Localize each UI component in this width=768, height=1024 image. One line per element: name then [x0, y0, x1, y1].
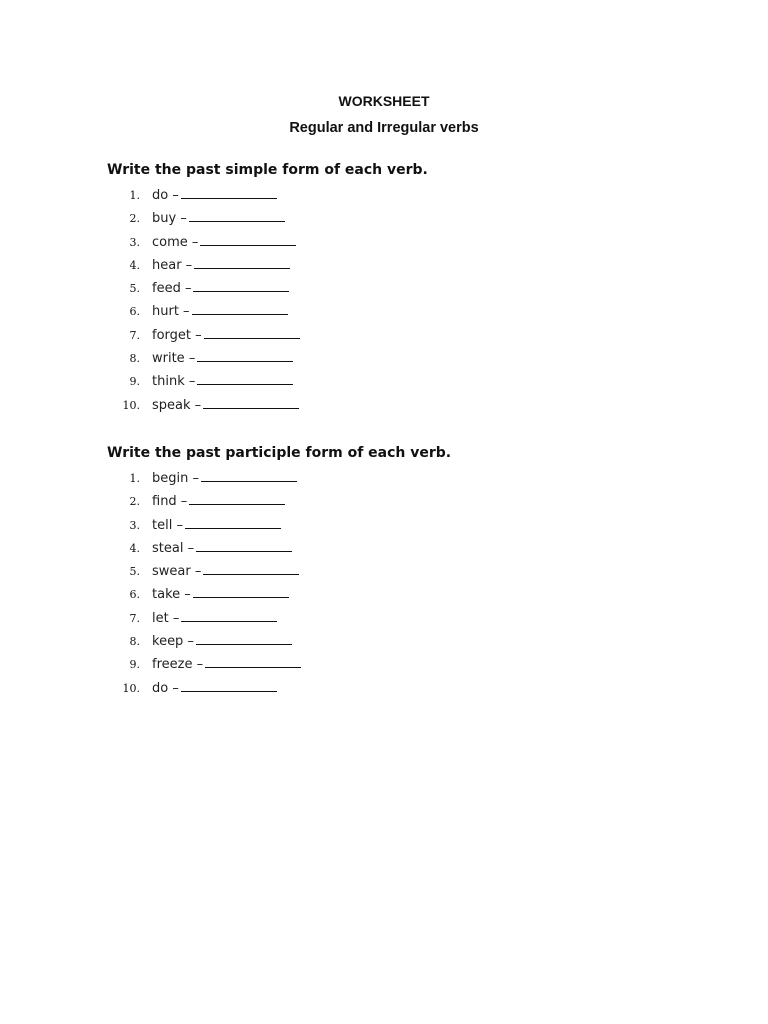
verb-text: do – — [152, 188, 179, 203]
item-number: 6. — [129, 588, 140, 602]
answer-blank[interactable] — [197, 371, 293, 385]
list-item — [0, 395, 768, 418]
verb-text: hurt – — [152, 304, 190, 320]
item-number: 3. — [129, 235, 140, 249]
list-item — [0, 301, 768, 324]
verb-text: do – — [152, 680, 179, 696]
verb-text: steal – — [152, 540, 195, 556]
verb-text: think – — [152, 374, 196, 390]
answer-blank[interactable] — [189, 208, 285, 222]
list-item — [0, 232, 768, 255]
answer-blank[interactable] — [181, 678, 277, 692]
item-number: 1. — [129, 472, 140, 485]
answer-blank[interactable] — [200, 232, 296, 246]
answer-blank[interactable] — [196, 538, 292, 552]
verb-text: tell – — [152, 517, 183, 533]
answer-blank[interactable] — [203, 395, 299, 409]
answer-blank[interactable] — [203, 561, 299, 575]
item-number: 1. — [129, 189, 140, 202]
verb-text: keep – — [152, 634, 194, 650]
answer-blank[interactable] — [181, 185, 277, 199]
item-number: 8. — [129, 352, 140, 366]
section-2-instruction: Write the past participle form of each verb. — [107, 445, 452, 461]
item-number: 6. — [129, 305, 140, 319]
list-item — [0, 208, 768, 231]
verb-text: buy – — [152, 211, 187, 227]
list-item — [0, 584, 768, 607]
answer-blank[interactable] — [201, 468, 297, 482]
verb-text: feed – — [152, 281, 192, 297]
answer-blank[interactable] — [189, 491, 285, 505]
list-item — [0, 185, 768, 208]
item-number: 10. — [122, 398, 140, 412]
answer-blank[interactable] — [192, 301, 288, 315]
page-subtitle: Regular and Irregular verbs — [289, 120, 479, 136]
list-item — [0, 278, 768, 301]
list-item — [0, 255, 768, 278]
verb-text: let – — [152, 610, 180, 626]
verb-text: come – — [152, 234, 199, 250]
answer-blank[interactable] — [193, 584, 289, 598]
list-item — [0, 654, 768, 677]
verb-text: speak – — [152, 397, 202, 413]
item-number: 5. — [129, 565, 140, 579]
list-item — [0, 491, 768, 514]
list-item — [0, 538, 768, 561]
answer-blank[interactable] — [193, 278, 289, 292]
item-number: 7. — [129, 328, 140, 342]
list-item — [0, 631, 768, 654]
answer-blank[interactable] — [185, 515, 281, 529]
item-number: 5. — [129, 282, 140, 296]
list-item — [0, 371, 768, 394]
verb-text: find – — [152, 494, 188, 510]
verb-text: freeze – — [152, 657, 204, 673]
list-item — [0, 515, 768, 538]
item-number: 10. — [122, 681, 140, 695]
verb-text: take – — [152, 587, 191, 603]
list-item — [0, 608, 768, 631]
item-number: 2. — [129, 212, 140, 226]
list-item — [0, 561, 768, 584]
section-1-instruction: Write the past simple form of each verb. — [107, 162, 428, 178]
item-number: 4. — [129, 258, 140, 272]
answer-blank[interactable] — [205, 654, 301, 668]
item-number: 8. — [129, 635, 140, 649]
verb-text: forget – — [152, 327, 202, 343]
answer-blank[interactable] — [204, 325, 300, 339]
answer-blank[interactable] — [181, 608, 277, 622]
verb-text: swear – — [152, 564, 202, 580]
item-number: 9. — [129, 658, 140, 672]
verb-text: begin – — [152, 471, 199, 486]
section-2-verb-list — [0, 468, 768, 701]
list-item — [0, 348, 768, 371]
item-number: 4. — [129, 541, 140, 555]
item-number: 2. — [129, 495, 140, 509]
list-item — [0, 468, 768, 491]
answer-blank[interactable] — [194, 255, 290, 269]
section-1-verb-list — [0, 185, 768, 418]
verb-text: hear – — [152, 257, 193, 273]
answer-blank[interactable] — [196, 631, 292, 645]
page-title: WORKSHEET — [338, 93, 430, 109]
list-item — [0, 678, 768, 701]
item-number: 9. — [129, 375, 140, 389]
item-number: 7. — [129, 611, 140, 625]
item-number: 3. — [129, 518, 140, 532]
verb-text: write – — [152, 351, 196, 367]
list-item — [0, 325, 768, 348]
answer-blank[interactable] — [197, 348, 293, 362]
